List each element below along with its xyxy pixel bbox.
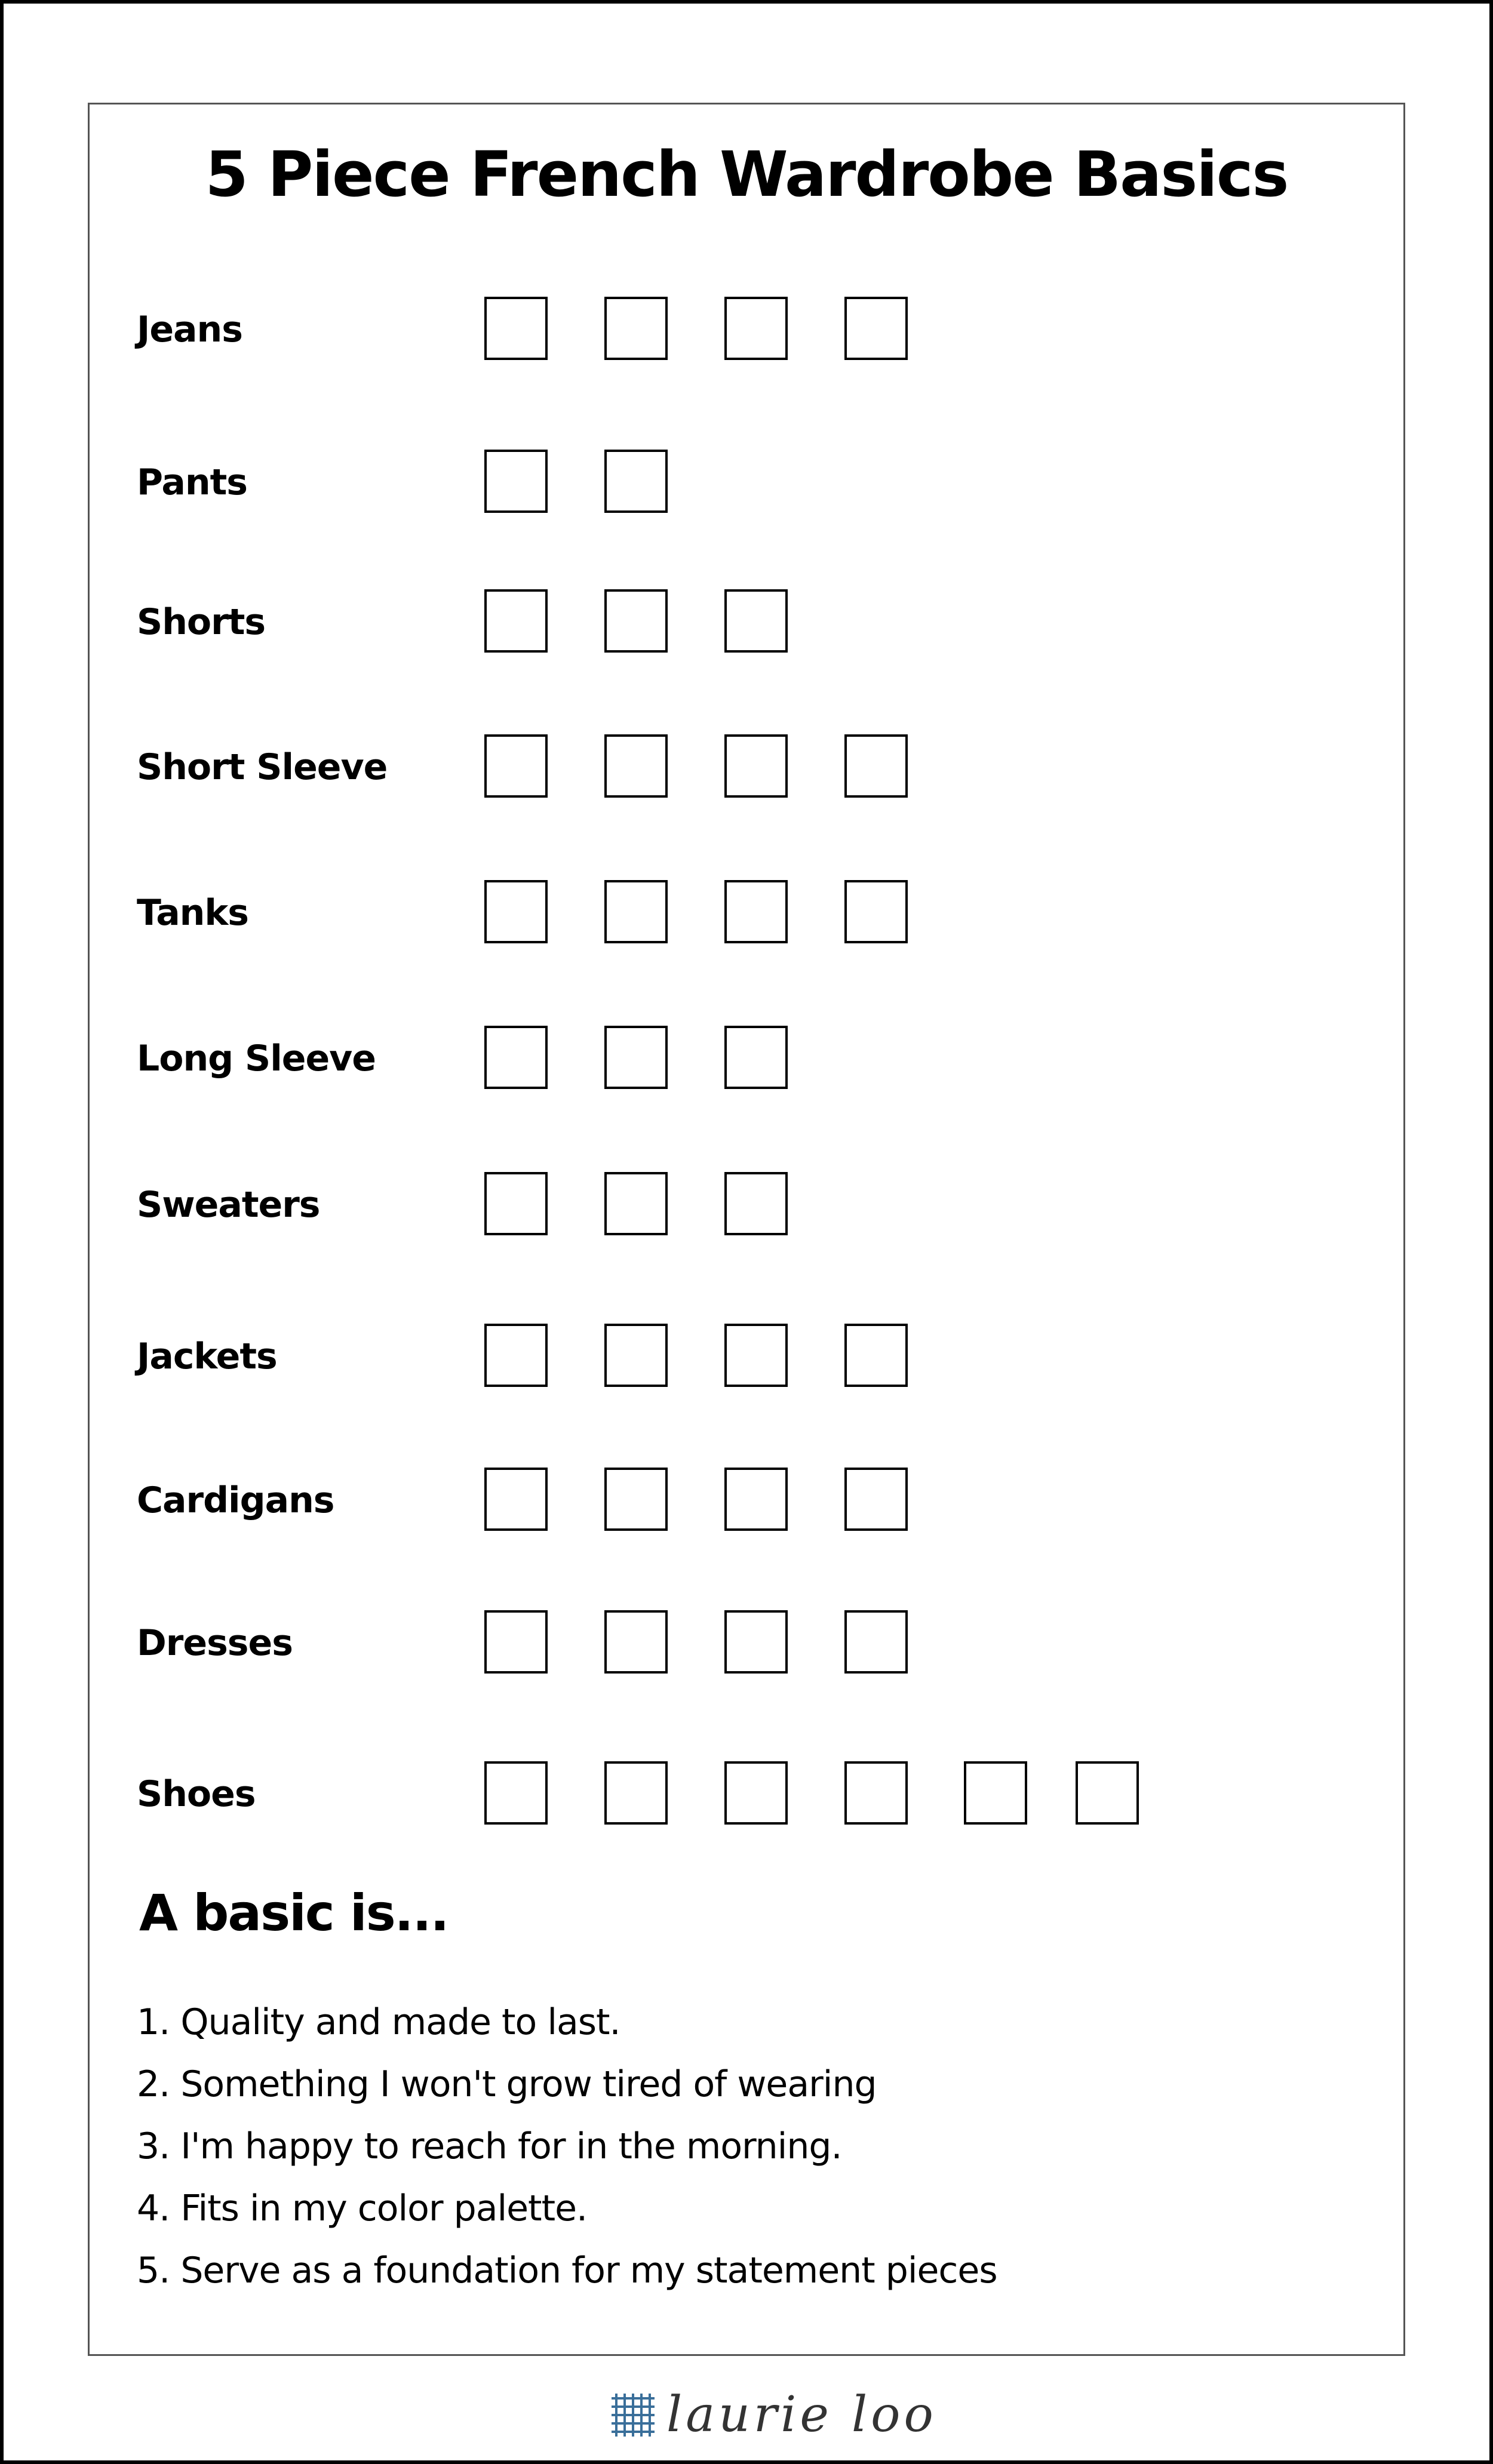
category-row [0,880,1493,946]
item-checkbox[interactable] [844,1324,908,1387]
page-title: 5 Piece French Wardrobe Basics [205,138,1288,211]
item-checkbox[interactable] [724,880,788,943]
category-label: Tanks [137,892,249,934]
criteria-item: 5. Serve as a foundation for my statement pieces [137,2250,997,2291]
item-checkbox[interactable] [844,880,908,943]
item-checkbox[interactable] [604,1468,668,1531]
category-label: Cardigans [137,1479,334,1521]
item-checkbox[interactable] [604,880,668,943]
item-checkbox[interactable] [844,1610,908,1674]
criteria-item: 2. Something I won't grow tired of wearing [137,2063,877,2105]
category-label: Sweaters [137,1184,320,1226]
category-label: Long Sleeve [137,1038,376,1079]
category-row [0,450,1493,515]
item-checkbox[interactable] [604,589,668,653]
item-checkbox[interactable] [484,1026,548,1089]
category-row [0,589,1493,655]
item-checkbox[interactable] [724,297,788,360]
item-checkbox[interactable] [484,734,548,798]
category-label: Pants [137,462,247,503]
category-row [0,1610,1493,1676]
logo-wordmark: laurie loo [666,2386,937,2443]
category-label: Shorts [137,601,266,643]
category-label: Jackets [137,1336,277,1377]
category-label: Dresses [137,1622,293,1664]
item-checkbox[interactable] [844,734,908,798]
category-row [0,1761,1493,1827]
criteria-item: 1. Quality and made to last. [137,2001,620,2043]
item-checkbox[interactable] [604,1324,668,1387]
item-checkbox[interactable] [604,1610,668,1674]
basic-criteria-list [137,1991,997,2302]
item-checkbox[interactable] [484,450,548,513]
basic-heading: A basic is... [139,1884,448,1942]
item-checkbox[interactable] [724,1172,788,1235]
category-row [0,1468,1493,1533]
item-checkbox[interactable] [484,1468,548,1531]
grid-logo-icon [609,2391,657,2439]
category-label: Shoes [137,1773,256,1815]
criteria-item: 3. I'm happy to reach for in the morning. [137,2125,842,2167]
item-checkbox[interactable] [604,1761,668,1825]
item-checkbox[interactable] [484,1761,548,1825]
category-label: Jeans [137,309,242,350]
category-row [0,297,1493,362]
item-checkbox[interactable] [604,1172,668,1235]
item-checkbox[interactable] [964,1761,1027,1825]
item-checkbox[interactable] [844,297,908,360]
item-checkbox[interactable] [484,1172,548,1235]
footer-logo [609,2382,937,2448]
item-checkbox[interactable] [724,1324,788,1387]
category-row [0,1172,1493,1238]
item-checkbox[interactable] [724,1610,788,1674]
item-checkbox[interactable] [724,1761,788,1825]
item-checkbox[interactable] [724,1468,788,1531]
item-checkbox[interactable] [484,589,548,653]
item-checkbox[interactable] [484,1324,548,1387]
category-row [0,1026,1493,1091]
category-row [0,1324,1493,1389]
category-label: Short Sleeve [137,746,388,788]
item-checkbox[interactable] [604,1026,668,1089]
item-checkbox[interactable] [724,734,788,798]
item-checkbox[interactable] [604,297,668,360]
item-checkbox[interactable] [604,734,668,798]
item-checkbox[interactable] [724,1026,788,1089]
item-checkbox[interactable] [844,1468,908,1531]
item-checkbox[interactable] [844,1761,908,1825]
item-checkbox[interactable] [484,880,548,943]
criteria-item: 4. Fits in my color palette. [137,2188,588,2229]
item-checkbox[interactable] [724,589,788,653]
item-checkbox[interactable] [604,450,668,513]
item-checkbox[interactable] [484,297,548,360]
item-checkbox[interactable] [1076,1761,1139,1825]
category-row [0,734,1493,800]
item-checkbox[interactable] [484,1610,548,1674]
